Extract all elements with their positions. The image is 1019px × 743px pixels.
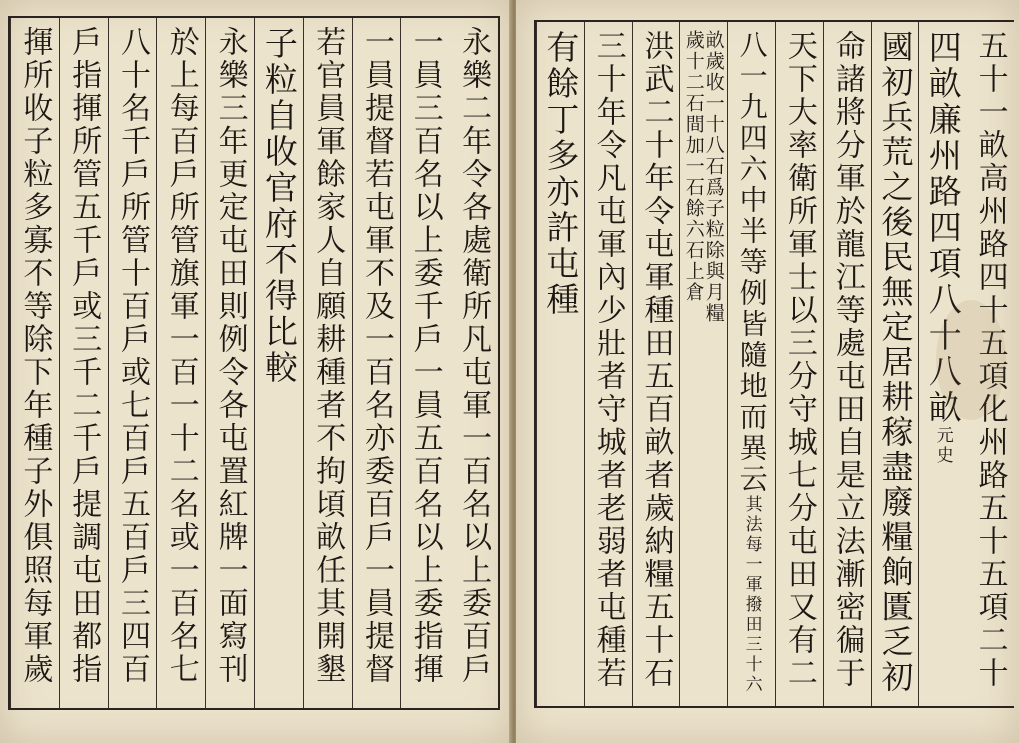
column-text: 於上每百戶所管旗軍一百一十二名或一百名七 [163,26,199,686]
main-text: 洪武二十年令屯軍種田五百畝者歲納糧五十石 [638,30,674,690]
text-column [679,22,727,706]
column-text [783,30,816,690]
annotation-pair [680,30,727,680]
text-column [449,18,498,708]
text-column [536,22,584,706]
column-text: 永樂三年更定屯田則例令各屯置紅牌一面寫刊 [212,26,248,686]
text-column [108,18,157,708]
column-text [736,30,768,695]
main-text: 三十年令凡屯軍內少壯者守城者老弱者屯種若 [590,30,626,690]
column-text: 八十名千戶所管十百戶或七百戶五百戶三四百 [114,26,150,686]
column-text: 揮所收子粒多寡不等除下年種子外俱照每軍歲 [17,26,53,686]
column-text: 永樂二年令各處衛所凡屯軍一百名以上委百戶 [456,26,492,686]
text-column [871,22,919,706]
main-text: 天下大率衛所軍士以三分守城七分屯田又有二 [781,30,817,690]
main-text: 命諸將分軍於龍江等處屯田自是立法漸密徧于 [829,30,865,690]
inline-note: 其法每一軍撥田三十六 [741,495,762,695]
annotation-right: 畝歲收一十八石爲子粒除與月糧 [702,30,725,324]
text-column [584,22,632,706]
main-text: 四畝廉州路四項八十八畝 [923,30,963,426]
paper-stain [936,300,1006,420]
text-column [352,18,401,708]
text-column [632,22,680,706]
column-text: 若官員軍餘家人自願耕種者不拘頃畝任其開墾 [310,26,346,686]
text-column [156,18,205,708]
main-text: 八一九四六中半等例皆隨地而異云 [735,30,769,495]
text-column [254,18,303,708]
text-column [205,18,254,708]
main-text: 國初兵荒之後民無定居耕稼盡廢糧餉匱乏初 [876,30,915,695]
column-text [592,30,625,690]
inline-note: 元史 [932,426,953,466]
text-column [303,18,352,708]
main-text: 有餘丁多亦許屯種 [541,30,581,318]
text-column [727,22,775,706]
column-text: 子粒自收官府不得比較 [259,26,299,386]
column-text [541,30,581,318]
text-column [775,22,823,706]
column-text: 一員提督若屯軍不及一百名亦委百戶一員提督 [358,26,394,686]
column-text: 戶指揮所管五千戶或三千二千戶提調屯田都指 [66,26,102,686]
text-column [10,18,59,708]
column-text: 一員三百名以上委千戶一員五百名以上委指揮 [407,26,443,686]
annotation-left: 歲十二石間加一石餘六石上倉 [682,30,705,303]
text-column [59,18,108,708]
text-column [823,22,871,706]
main-text: 五十一畝高州路四十五項化州路五十五項二十 [972,30,1008,690]
left-text-frame [8,16,500,710]
column-text [639,30,672,690]
column-text [831,30,864,690]
right-page [516,0,1019,743]
column-text [876,30,915,695]
text-column [400,18,449,708]
